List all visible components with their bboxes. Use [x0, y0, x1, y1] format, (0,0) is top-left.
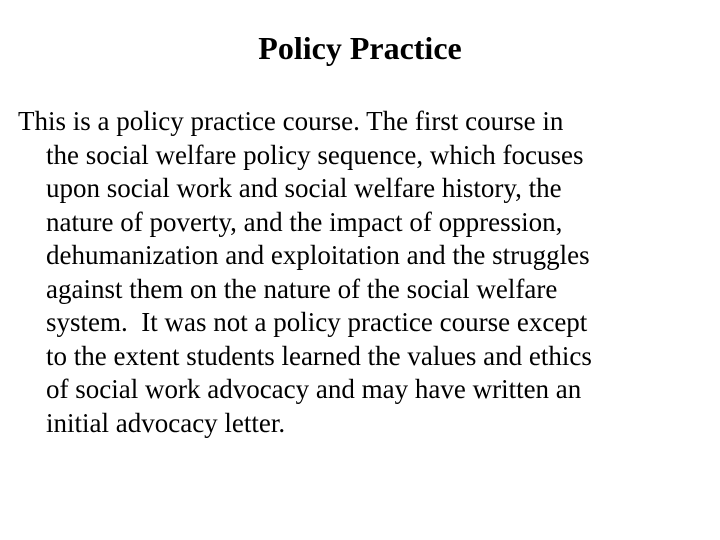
- body-line-5: dehumanization and exploitation and the struggles: [46, 240, 590, 270]
- body-line-2: the social welfare policy sequence, which focuses: [46, 139, 584, 170]
- body-line-7: system. It was not a policy practice course except: [46, 307, 588, 337]
- body-line-6: against them on the nature of the social welfare: [46, 273, 558, 304]
- slide-title: Policy Practice: [258, 30, 462, 66]
- body-line-9: of social work advocacy and may have written an: [46, 374, 582, 404]
- body-line-1: This is a policy practice course. The first course in: [18, 106, 564, 136]
- body-line-4: nature of poverty, and the impact of oppression,: [46, 206, 563, 237]
- body-line-3: upon social work and social welfare history, the: [46, 173, 562, 203]
- slide-body: [18, 105, 708, 440]
- body-line-10: initial advocacy letter.: [46, 407, 286, 438]
- body-line-8: to the extent students learned the values and ethics: [46, 340, 592, 371]
